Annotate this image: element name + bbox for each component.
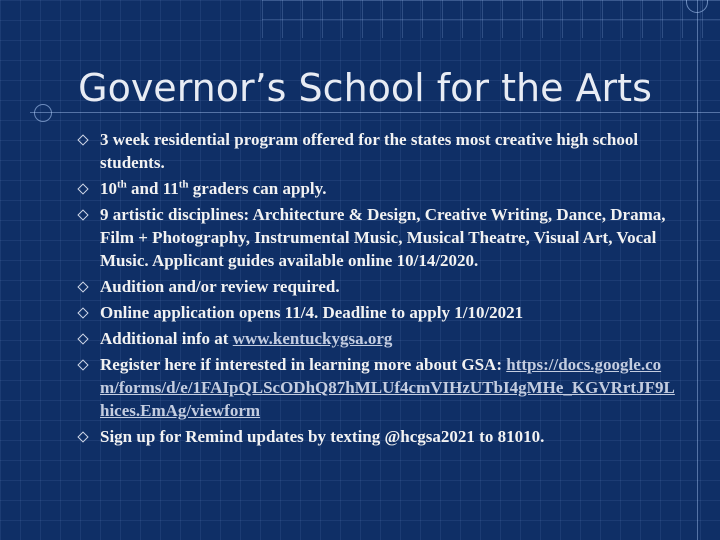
bullet-list [78, 128, 678, 451]
bullet-text: Online application opens 11/4. Deadline to apply 1/10/2021 [100, 303, 524, 322]
diamond-bullet-icon [77, 183, 88, 194]
slide-title: Governor’s School for the Arts [78, 66, 652, 110]
bullet-text: 9 artistic disciplines: Architecture & Design, Creative Writing, Dance, Drama, Film + Photography, Instrumental Music, Musical Theatre, Visual Art, Vocal Music. Applicant guides available online 10/14/2020. [100, 205, 666, 270]
diamond-bullet-icon [77, 134, 88, 145]
bullet-text: 10th and 11th graders can apply. [100, 178, 327, 198]
diamond-bullet-icon [77, 333, 88, 344]
bullet-item [78, 177, 678, 200]
bullet-text: Audition and/or review required. [100, 277, 340, 296]
decorative-vertical-line [697, 0, 698, 540]
bullet-item [78, 425, 678, 448]
bullet-text: Additional info at [100, 329, 233, 348]
decorative-ring-left [34, 104, 52, 122]
bullet-item [78, 203, 678, 272]
decorative-grid [262, 0, 720, 38]
bullet-text: 3 week residential program offered for the states most creative high school students. [100, 130, 639, 172]
google-form-link[interactable]: https://docs.google.com/forms/d/e/1FAIpQLScODhQ87hMLUf4cmVIHzUTbI4gMHe_KGVRrtJF9Lhices.EmAg/viewform [100, 355, 675, 420]
bullet-item [78, 353, 678, 422]
diamond-bullet-icon [77, 431, 88, 442]
bullet-item [78, 128, 678, 174]
bullet-item [78, 275, 678, 298]
bullet-item [78, 301, 678, 324]
diamond-bullet-icon [77, 359, 88, 370]
kentuckygsa-link[interactable]: www.kentuckygsa.org [232, 329, 393, 348]
diamond-bullet-icon [77, 281, 88, 292]
diamond-bullet-icon [77, 209, 88, 220]
bullet-text: Sign up for Remind updates by texting @hcgsa2021 to 81010. [100, 427, 545, 446]
diamond-bullet-icon [77, 307, 88, 318]
bullet-item [78, 327, 678, 350]
bullet-text: Register here if interested in learning more about GSA: [100, 355, 507, 374]
